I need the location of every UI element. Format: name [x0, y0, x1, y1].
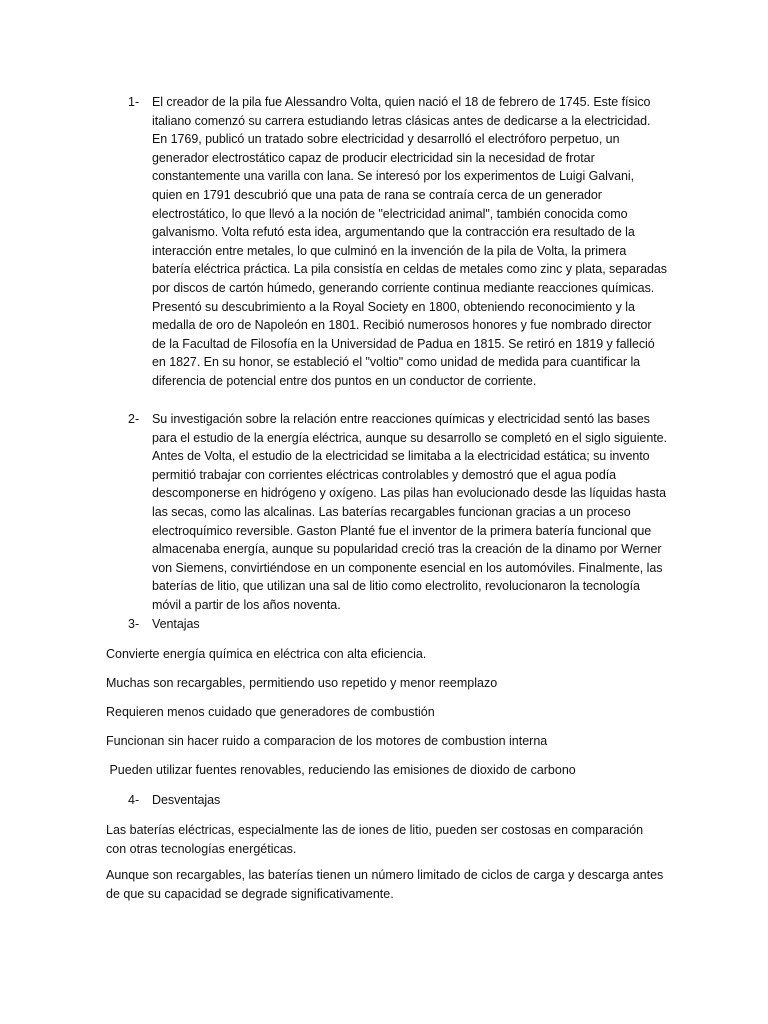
- list-number-3: 3-: [128, 617, 140, 631]
- desventaja-paragraph: Aunque son recargables, las baterías tienen un número limitado de ciclos de carga y descarga antes de que su capacidad se degrade significativamente.: [106, 868, 664, 901]
- list-number-4: 4-: [128, 793, 140, 807]
- list-item-2-text: Su investigación sobre la relación entre reacciones químicas y electricidad sentó las bases para el estudio de la energía eléctrica, aunque su desarrollo se completó en el siglo siguiente. Antes de Volta, el estudio de la electricidad se limitaba a la electricidad estática; su invento permitió trabajar con corrientes eléctricas controlables y demostró que el agua podía descomponerse en hidrógeno y oxígeno. Las pilas han evolucionado desde las líquidas hasta las secas, como las alcalinas. Las baterías recargables funcionan gracias a un proceso electroquímico reversible. Gaston Planté fue el inventor de la primera batería funcional que almacenaba energía, aunque su popularidad creció tras la creación de la dinamo por Werner von Siemens, convirtiéndose en un componente esencial en los automóviles. Finalmente, las baterías de litio, que utilizan una sal de litio como electrolito, revolucionaron la tecnología móvil a partir de los años noventa.: [152, 412, 667, 612]
- ventaja-paragraph: Convierte energía química en eléctrica con alta eficiencia.: [106, 647, 427, 661]
- desventaja-paragraph: Las baterías eléctricas, especialmente las de iones de litio, pueden ser costosas en comparación con otras tecnologías energéticas.: [106, 823, 644, 856]
- list-item-1-text: El creador de la pila fue Alessandro Volta, quien nació el 18 de febrero de 1745. Este físico italiano comenzó su carrera estudiando letras clásicas antes de dedicarse a la electricidad. En 1769, publicó un tratado sobre electricidad y desarrolló el electróforo perpetuo, un generador electrostático capaz de producir electricidad sin la necesidad de frotar constantemente una varilla con lana. Se interesó por los experimentos de Luigi Galvani, quien en 1791 descubrió que una pata de rana se contraía cerca de un generador electrostático, lo que llevó a la noción de "electricidad animal", también conocida como galvanismo. Volta refutó esta idea, argumentando que la contracción era resultado de la interacción entre metales, lo que culminó en la invención de la pila de Volta, la primera batería eléctrica práctica. La pila consistía en celdas de metales como zinc y plata, separadas por discos de cartón húmedo, generando corriente continua mediante reacciones químicas. Presentó su descubrimiento a la Royal Society en 1800, obteniendo reconocimiento y la medalla de oro de Napoleón en 1801. Recibió numerosos honores y fue nombrado director de la Facultad de Filosofía en la Universidad de Padua en 1815. Se retiró en 1819 y falleció en 1827. En su honor, se estableció el "voltio" como unidad de medida para cuantificar la diferencia de potencial entre dos puntos en un conductor de corriente.: [152, 95, 667, 388]
- ventaja-paragraph: Funcionan sin hacer ruido a comparacion de los motores de combustion interna: [106, 734, 548, 748]
- ventaja-paragraph: Pueden utilizar fuentes renovables, reduciendo las emisiones de dioxido de carbono: [106, 763, 576, 777]
- list-number-2: 2-: [128, 412, 140, 426]
- ventaja-paragraph: Requieren menos cuidado que generadores de combustión: [106, 705, 435, 719]
- ventaja-paragraph: Muchas son recargables, permitiendo uso repetido y menor reemplazo: [106, 676, 498, 690]
- list-item-4-heading: Desventajas: [152, 793, 221, 807]
- list-item-3-heading: Ventajas: [152, 617, 200, 631]
- list-number-1: 1-: [128, 95, 140, 109]
